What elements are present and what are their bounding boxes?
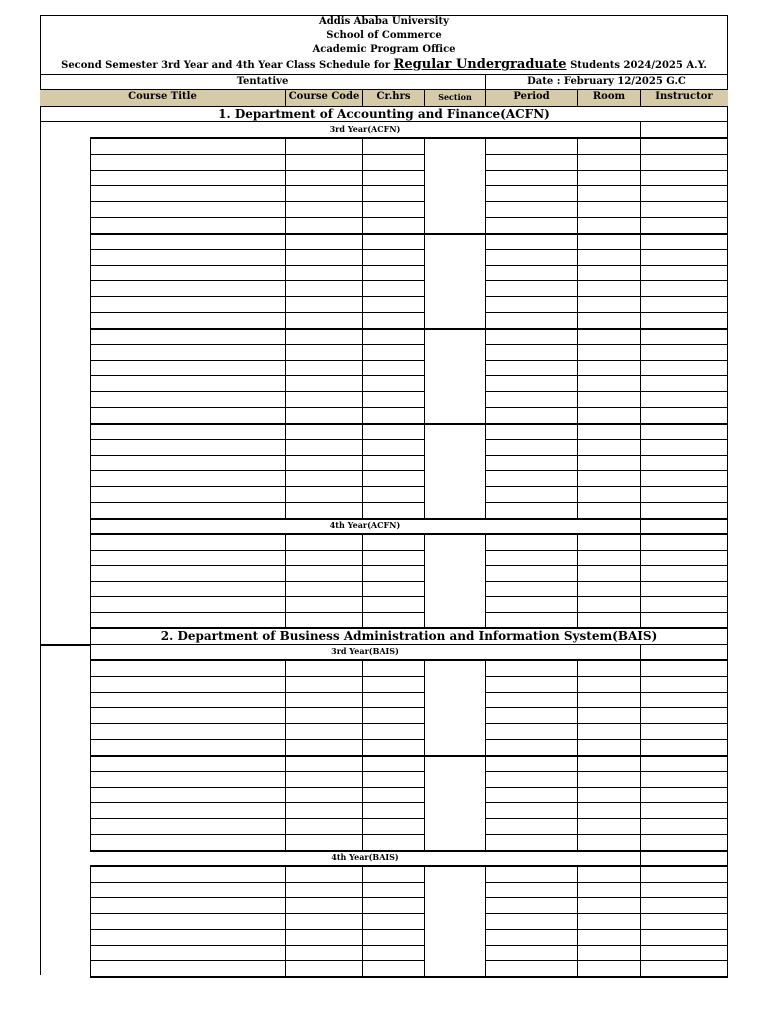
- bais3-b1-row-line: [485, 692, 728, 693]
- bais4-b1-col-line: [640, 866, 641, 976]
- bais3-b1-col-line: [640, 660, 641, 755]
- col-cr-hrs: Cr.hrs: [376, 91, 411, 102]
- year-label-bais-4: 4th Year(BAIS): [331, 852, 399, 862]
- bais3-b1-row-line: [485, 739, 728, 740]
- acfn3-b3-col-line: [424, 328, 425, 423]
- acfn3-b4-col-line: [285, 423, 286, 518]
- acfn4-label-div: [640, 517, 641, 534]
- acfn3-b3-row-line: [90, 360, 424, 361]
- acfn3-b1-left-line: [90, 138, 91, 233]
- bais4-b1-col-line: [362, 866, 363, 976]
- acfn4-b1-row-line: [485, 565, 728, 566]
- acfn3-b4-row-line: [485, 439, 728, 440]
- bais4-b1-row-line: [90, 897, 424, 898]
- acfn4-label-left: [90, 517, 91, 534]
- acfn3-b2-left-line: [90, 233, 91, 328]
- rule-header-top: [40, 89, 728, 90]
- department-title-bais: 2. Department of Business Administration and Information System(BAIS): [160, 629, 658, 643]
- bais3-b2-left-line: [90, 755, 91, 850]
- acfn3-b1-col-line: [577, 138, 578, 233]
- bais3-b1-col-line: [285, 660, 286, 755]
- school-name: School of Commerce: [326, 30, 442, 41]
- bais3-b1-col-line: [424, 660, 425, 755]
- col-section: Section: [438, 92, 472, 102]
- hdr-div-1: [285, 90, 286, 106]
- acfn4-b1-row-line: [485, 612, 728, 613]
- bais4-b1-row-line: [485, 945, 728, 946]
- acfn3-b4-col-line: [424, 423, 425, 518]
- bais3-b2-row-line: [485, 834, 728, 835]
- col-course-title: Course Title: [128, 91, 197, 102]
- bais3-b2-col-line: [640, 755, 641, 850]
- bais3-b1-row-line: [90, 676, 424, 677]
- acfn4-b1-col-line: [485, 534, 486, 627]
- bais4-b1-row-line: [90, 929, 424, 930]
- acfn3-b1-row-line: [485, 201, 728, 202]
- acfn3-b4-col-line: [577, 423, 578, 518]
- title-suffix: Students 2024/2025 A.Y.: [570, 60, 707, 71]
- frame-left: [40, 15, 41, 975]
- bais4-b1-row-line: [90, 882, 424, 883]
- acfn3-b4-row-line: [90, 439, 424, 440]
- acfn3-b1-block-bottom: [90, 233, 728, 235]
- acfn3-b3-row-line: [485, 344, 728, 345]
- title-prefix: Second Semester 3rd Year and 4th Year Class Schedule for: [61, 60, 391, 71]
- year-label-acfn-4: 4th Year(ACFN): [329, 520, 401, 530]
- acfn3-b2-row-line: [90, 249, 424, 250]
- bais3-b2-col-line: [424, 755, 425, 850]
- hdr-div-4: [485, 90, 486, 106]
- bais4-b1-row-line: [485, 960, 728, 961]
- acfn3-b3-col-line: [640, 328, 641, 423]
- acfn3-b2-col-line: [485, 233, 486, 328]
- acfn4-b1-row-line: [485, 596, 728, 597]
- bais3-b1-col-line: [485, 660, 486, 755]
- bais4-b1-row-line: [485, 913, 728, 914]
- frame-right: [727, 15, 728, 976]
- bais4-b1-left-line: [90, 866, 91, 976]
- bais4-b1-col-line: [285, 866, 286, 976]
- bais4-b1-block-bottom: [90, 976, 728, 978]
- acfn3-b3-col-line: [285, 328, 286, 423]
- acfn4-b1-row-line: [90, 596, 424, 597]
- hdr-div-3: [424, 90, 425, 106]
- acfn3-b4-row-line: [485, 486, 728, 487]
- acfn3-b1-row-line: [485, 185, 728, 186]
- acfn3-b2-row-line: [485, 312, 728, 313]
- bais4-label-bottom: [90, 865, 728, 867]
- bais3-b2-row-line: [485, 818, 728, 819]
- bais4-b1-row-line: [90, 913, 424, 914]
- bais4-b1-col-line: [577, 866, 578, 976]
- acfn4-b1-row-line: [485, 550, 728, 551]
- acfn3-b4-row-line: [485, 502, 728, 503]
- acfn3-b2-row-line: [90, 265, 424, 266]
- acfn3-b2-row-line: [485, 280, 728, 281]
- dept2-left-rule: [40, 644, 90, 646]
- hdr-div-5: [577, 90, 578, 106]
- acfn3-b4-col-line: [485, 423, 486, 518]
- bais3-b1-row-line: [485, 723, 728, 724]
- rule-acfn3-top: [90, 137, 728, 139]
- acfn3-b3-col-line: [485, 328, 486, 423]
- acfn3-b3-row-line: [90, 407, 424, 408]
- acfn3-b2-row-line: [90, 312, 424, 313]
- acfn3-b2-col-line: [362, 233, 363, 328]
- acfn3-b3-row-line: [90, 375, 424, 376]
- acfn4-b1-row-line: [90, 550, 424, 551]
- acfn3-b1-col-line: [640, 138, 641, 233]
- acfn4-b1-row-line: [90, 612, 424, 613]
- bais3-b2-row-line: [90, 787, 424, 788]
- acfn3-b1-row-line: [90, 201, 424, 202]
- bais3-b1-row-line: [90, 723, 424, 724]
- acfn3-b2-row-line: [485, 249, 728, 250]
- bais4-b1-row-line: [485, 897, 728, 898]
- acfn4-b1-col-line: [362, 534, 363, 627]
- bais4-label-div: [640, 850, 641, 866]
- acfn3-b2-row-line: [485, 296, 728, 297]
- bais3-b2-col-line: [362, 755, 363, 850]
- acfn3-b3-row-line: [90, 344, 424, 345]
- bais3-b2-row-line: [90, 818, 424, 819]
- acfn3-b4-row-line: [90, 502, 424, 503]
- acfn3-b1-row-line: [90, 217, 424, 218]
- university-name: Addis Ababa University: [319, 16, 449, 27]
- acfn3-b4-row-line: [90, 470, 424, 471]
- col-instructor: Instructor: [655, 91, 713, 102]
- acfn3-b1-row-line: [485, 170, 728, 171]
- bais3-b2-row-line: [485, 771, 728, 772]
- acfn4-b1-left-line: [90, 534, 91, 627]
- bais4-b1-row-line: [485, 882, 728, 883]
- bais3-b1-row-line: [485, 676, 728, 677]
- bais3-b1-row-line: [90, 739, 424, 740]
- acfn3-b1-row-line: [90, 185, 424, 186]
- acfn4-b1-col-line: [640, 534, 641, 627]
- bais3-b2-row-line: [485, 802, 728, 803]
- acfn4-b1-row-line: [90, 565, 424, 566]
- acfn4-b1-block-bottom: [90, 627, 728, 629]
- acfn3-b3-col-line: [577, 328, 578, 423]
- acfn3-b2-block-bottom: [90, 328, 728, 330]
- acfn3-b3-block-bottom: [90, 423, 728, 425]
- bais4-b1-row-line: [485, 929, 728, 930]
- col-course-code: Course Code: [288, 91, 360, 102]
- acfn4-label-bottom: [90, 533, 728, 535]
- acfn3-b4-row-line: [485, 470, 728, 471]
- bais3-b2-col-line: [285, 755, 286, 850]
- bais4-b1-col-line: [485, 866, 486, 976]
- acfn3-b1-row-line: [90, 154, 424, 155]
- acfn3-b3-left-line: [90, 328, 91, 423]
- bais3-b2-col-line: [485, 755, 486, 850]
- year-label-acfn-3: 3rd Year(ACFN): [329, 124, 401, 134]
- schedule-title: [40, 58, 728, 71]
- acfn3-b2-col-line: [577, 233, 578, 328]
- bais3-b1-row-line: [90, 692, 424, 693]
- title-emphasis: Regular Undergraduate: [393, 57, 567, 72]
- acfn4-b1-col-line: [285, 534, 286, 627]
- bais3-b1-block-bottom: [90, 755, 728, 757]
- department-title-acfn: 1. Department of Accounting and Finance(ACFN): [218, 107, 550, 121]
- year-label-bais-3: 3rd Year(BAIS): [331, 646, 399, 656]
- acfn4-b1-col-line: [424, 534, 425, 627]
- bais3-label-bottom: [90, 659, 728, 661]
- year-label-divider-1: [640, 121, 641, 137]
- acfn3-b1-col-line: [485, 138, 486, 233]
- bais3-b1-col-line: [362, 660, 363, 755]
- acfn3-b1-row-line: [485, 154, 728, 155]
- acfn3-b2-row-line: [485, 265, 728, 266]
- acfn3-b3-row-line: [485, 360, 728, 361]
- bais3-b1-col-line: [577, 660, 578, 755]
- acfn3-b4-left-line: [90, 423, 91, 518]
- acfn3-b1-row-line: [485, 217, 728, 218]
- rule-status-top: [40, 74, 728, 75]
- bais4-b1-row-line: [90, 945, 424, 946]
- bais3-b2-row-line: [90, 771, 424, 772]
- office-name: Academic Program Office: [312, 44, 456, 55]
- acfn3-b4-row-line: [90, 455, 424, 456]
- hdr-div-2: [362, 90, 363, 106]
- acfn4-b1-col-line: [577, 534, 578, 627]
- bais3-b1-left-line: [90, 660, 91, 755]
- acfn3-b4-col-line: [640, 423, 641, 518]
- dept2-title-bottom: [90, 644, 728, 645]
- acfn3-b2-col-line: [424, 233, 425, 328]
- acfn3-b4-col-line: [362, 423, 363, 518]
- bais3-b1-row-line: [485, 707, 728, 708]
- acfn3-b4-row-line: [90, 486, 424, 487]
- acfn3-b2-row-line: [90, 280, 424, 281]
- bais4-b1-col-line: [424, 866, 425, 976]
- hdr-div-6: [640, 90, 641, 106]
- bais3-b2-row-line: [90, 802, 424, 803]
- acfn3-b1-row-line: [90, 170, 424, 171]
- bais4-b1-row-line: [90, 960, 424, 961]
- acfn3-b2-col-line: [640, 233, 641, 328]
- bais3-label-div: [640, 644, 641, 660]
- col-period: Period: [513, 91, 550, 102]
- date-label: Date : February 12/2025 G.C: [527, 76, 686, 87]
- acfn3-b1-col-line: [362, 138, 363, 233]
- acfn3-b3-col-line: [362, 328, 363, 423]
- acfn3-b3-row-line: [485, 407, 728, 408]
- acfn3-b4-row-line: [485, 455, 728, 456]
- acfn3-b3-row-line: [90, 391, 424, 392]
- bais3-b2-row-line: [485, 787, 728, 788]
- bais3-b1-row-line: [90, 707, 424, 708]
- bais3-b2-col-line: [577, 755, 578, 850]
- acfn3-b3-row-line: [485, 375, 728, 376]
- acfn3-b2-row-line: [90, 296, 424, 297]
- bais3-b2-block-bottom: [90, 850, 728, 852]
- rule-dept1-bottom: [40, 121, 728, 122]
- acfn3-b1-col-line: [424, 138, 425, 233]
- acfn3-b4-block-bottom: [90, 518, 728, 520]
- acfn4-b1-row-line: [485, 581, 728, 582]
- acfn3-b2-col-line: [285, 233, 286, 328]
- acfn4-b1-row-line: [90, 581, 424, 582]
- status-label: Tentative: [236, 76, 289, 87]
- acfn3-b3-row-line: [485, 391, 728, 392]
- acfn3-b1-col-line: [285, 138, 286, 233]
- bais3-b2-row-line: [90, 834, 424, 835]
- col-room: Room: [592, 91, 626, 102]
